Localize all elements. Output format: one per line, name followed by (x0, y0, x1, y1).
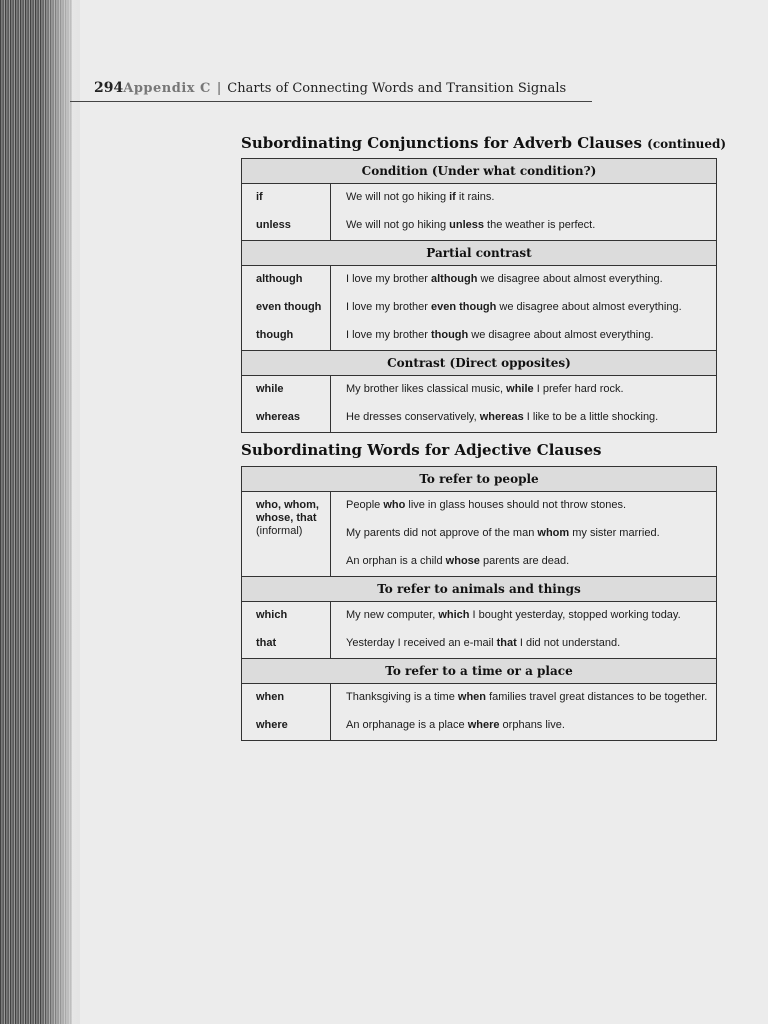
example-sentence (331, 520, 716, 540)
table-row (242, 684, 717, 713)
example-cell (331, 602, 717, 631)
adverb-clauses-table (241, 158, 717, 433)
example-cell (331, 548, 717, 577)
adverb-title-text: Subordinating Conjunctions for Adverb Clauses (241, 134, 642, 152)
example-text: we disagree about almost everything. (477, 273, 663, 285)
example-cell (331, 376, 717, 405)
group-heading-row (242, 351, 717, 376)
example-sentence (331, 376, 716, 396)
adjective-section-title (241, 441, 602, 459)
connector-word: although (430, 273, 478, 285)
example-cell (331, 520, 717, 548)
example-text: I prefer hard rock. (533, 383, 624, 395)
example-text: My parents did not approve of the man (346, 527, 538, 539)
example-text: My brother likes classical music, (346, 383, 507, 395)
connector-word: though (430, 329, 469, 341)
term-text: while (256, 383, 284, 395)
example-text: my sister married. (569, 527, 660, 539)
term-text: if (256, 191, 263, 203)
connector-word: while (506, 383, 534, 395)
example-text: He dresses conservatively, (346, 411, 480, 423)
group-heading: Contrast (Direct opposites) (242, 351, 717, 376)
table-row (242, 712, 717, 741)
example-cell (331, 184, 717, 213)
example-text: We will not go hiking (346, 219, 450, 231)
example-sentence (331, 212, 716, 232)
example-text: An orphanage is a place (346, 719, 468, 731)
example-cell (331, 404, 717, 433)
example-cell (331, 492, 717, 521)
group-heading: To refer to a time or a place (242, 659, 717, 684)
example-text: families travel great distances to be together. (486, 691, 708, 703)
adjective-clauses-table (241, 466, 717, 741)
table-row (242, 630, 717, 659)
example-text: Thanksgiving is a time (346, 691, 458, 703)
page-number: 294 (94, 80, 124, 96)
example-text: We will not go hiking (346, 191, 450, 203)
example-cell (331, 684, 717, 713)
header-separator: | (216, 81, 222, 96)
term-cell (242, 684, 331, 713)
example-sentence (331, 630, 716, 650)
connector-word: if (449, 191, 456, 203)
connector-word: when (457, 691, 487, 703)
running-header (94, 80, 592, 96)
group-heading: Condition (Under what condition?) (242, 159, 717, 184)
term-cell (242, 266, 331, 295)
term-cell (242, 184, 331, 213)
term-cell (242, 376, 331, 405)
example-text: the weather is perfect. (483, 219, 596, 231)
table-row (242, 492, 717, 521)
term-text: where (256, 719, 288, 731)
group-heading-row (242, 577, 717, 602)
group-heading-row (242, 159, 717, 184)
example-text: we disagree about almost everything. (468, 329, 654, 341)
term-note: (informal) (256, 525, 303, 537)
table-row (242, 266, 717, 295)
example-sentence (331, 322, 716, 342)
example-cell (331, 630, 717, 659)
term-text: though (256, 329, 294, 341)
connector-word: that (496, 637, 517, 649)
connector-word: unless (449, 219, 484, 231)
example-sentence (331, 492, 716, 512)
header-rule (70, 101, 592, 102)
group-heading: To refer to animals and things (242, 577, 717, 602)
connector-word: whom (537, 527, 570, 539)
adverb-section-title (241, 134, 726, 152)
term-cell (242, 404, 331, 433)
example-cell (331, 212, 717, 241)
spine-fade (40, 0, 80, 1024)
adverb-title-suffix: (continued) (647, 137, 727, 151)
term-text: even though (256, 301, 322, 313)
table-row (242, 184, 717, 213)
term-text: when (256, 691, 285, 703)
connector-word: even though (430, 301, 497, 313)
table-row (242, 212, 717, 241)
example-sentence (331, 404, 716, 424)
term-text (249, 492, 330, 538)
term-cell (242, 492, 331, 577)
table-row (242, 404, 717, 433)
term-text: that (256, 637, 277, 649)
term-cell (242, 630, 331, 659)
connector-word: who (383, 499, 406, 511)
example-cell (331, 322, 717, 351)
example-text: I did not understand. (516, 637, 621, 649)
term-bold: who, whom, whose, that (256, 499, 319, 524)
example-cell (331, 294, 717, 322)
example-text: I love my brother (346, 273, 431, 285)
example-text: My new computer, (346, 609, 439, 621)
example-text: I love my brother (346, 301, 431, 313)
example-sentence (331, 266, 716, 286)
example-cell (331, 266, 717, 295)
connector-word: whose (445, 555, 480, 567)
example-sentence (331, 294, 716, 314)
example-text: An orphan is a child (346, 555, 446, 567)
term-text: although (256, 273, 303, 285)
connector-word: where (467, 719, 500, 731)
group-heading: Partial contrast (242, 241, 717, 266)
example-text: parents are dead. (479, 555, 570, 567)
term-text: whereas (256, 411, 301, 423)
table-row (242, 602, 717, 631)
group-heading-row (242, 467, 717, 492)
term-text: unless (256, 219, 291, 231)
table-row (242, 376, 717, 405)
example-sentence (331, 548, 716, 568)
table-row (242, 322, 717, 351)
adjective-title-text: Subordinating Words for Adjective Clauses (241, 441, 602, 459)
header-title: Charts of Connecting Words and Transition Signals (227, 81, 567, 96)
table-row (242, 294, 717, 322)
connector-word: which (438, 609, 470, 621)
example-text: I love my brother (346, 329, 431, 341)
group-heading-row (242, 241, 717, 266)
example-sentence (331, 602, 716, 622)
example-text: I bought yesterday, stopped working today. (469, 609, 681, 621)
group-heading-row (242, 659, 717, 684)
term-cell (242, 294, 331, 322)
appendix-label: Appendix C (123, 81, 211, 96)
example-sentence (331, 712, 716, 732)
example-text: we disagree about almost everything. (496, 301, 682, 313)
example-cell (331, 712, 717, 741)
example-text: Yesterday I received an e-mail (346, 637, 497, 649)
term-cell (242, 212, 331, 241)
term-cell (242, 602, 331, 631)
term-cell (242, 322, 331, 351)
term-cell (242, 712, 331, 741)
example-sentence (331, 184, 716, 204)
term-text: which (256, 609, 288, 621)
example-text: I like to be a little shocking. (523, 411, 659, 423)
group-heading: To refer to people (242, 467, 717, 492)
example-text: live in glass houses should not throw stones. (405, 499, 627, 511)
example-text: it rains. (455, 191, 495, 203)
connector-word: whereas (479, 411, 524, 423)
example-text: People (346, 499, 384, 511)
example-text: orphans live. (499, 719, 565, 731)
example-sentence (331, 684, 716, 704)
